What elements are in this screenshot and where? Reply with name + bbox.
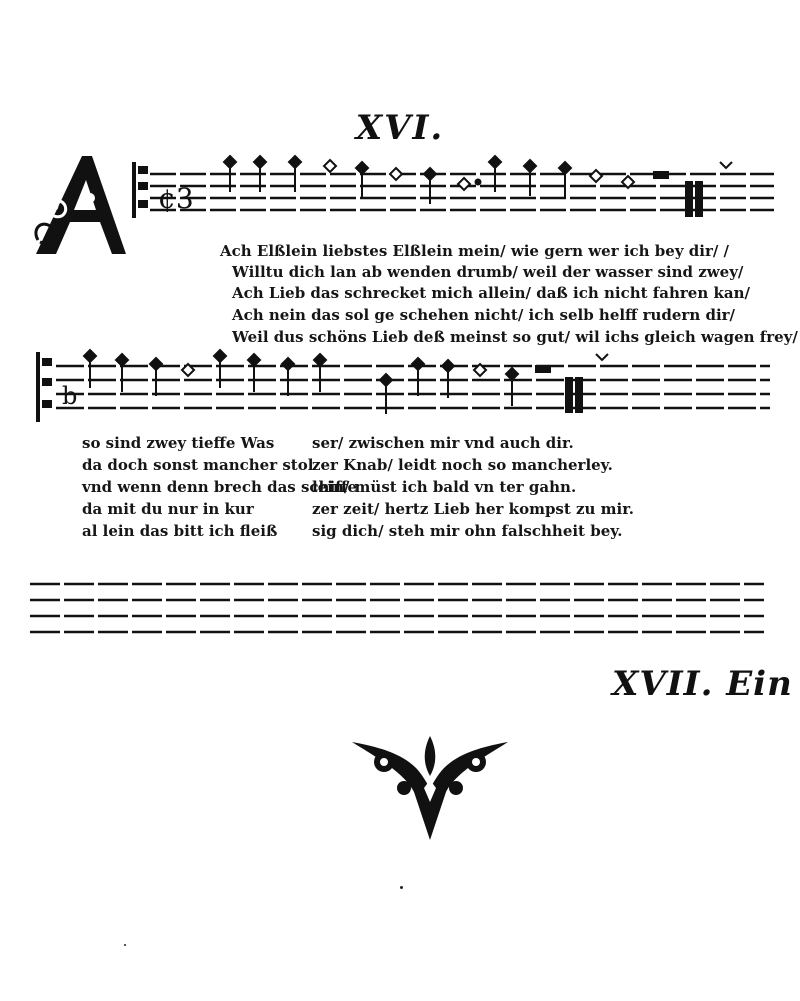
music-staff-2 [56, 344, 770, 428]
verse-line: Ach Elßlein liebstes Elßlein mein/ wie gern wer ich bey dir/ / [220, 242, 730, 260]
page-heading: XVI. [355, 108, 445, 148]
verse-line: al lein das bitt ich fleiß [82, 522, 278, 540]
clef-mark [132, 160, 152, 220]
verse-line: ser/ zwischen mir vnd auch dir. [312, 434, 574, 452]
verse-line: so sind zwey tieffe Was [82, 434, 275, 452]
verse-line: Willtu dich lan ab wenden drumb/ weil der wasser sind zwey/ [232, 263, 744, 281]
print-speck [124, 944, 126, 946]
catchword: XVII. Ein [612, 664, 793, 704]
svg-text:¢3: ¢3 [158, 182, 194, 215]
verse-line: vnd wenn denn brech das schiffe [82, 478, 357, 496]
print-speck [400, 886, 403, 889]
verse-line: lein/ müst ich bald vn ter gahn. [312, 478, 577, 496]
verse-line: da mit du nur in kur [82, 500, 254, 518]
fleuron-ornament [344, 732, 516, 840]
verse-line: zer zeit/ hertz Lieb her kompst zu mir. [312, 500, 634, 518]
decorated-initial-letter [30, 150, 130, 260]
verse-line: Ach nein das sol ge schehen nicht/ ich selb helff rudern dir/ [232, 306, 736, 324]
empty-music-staff [30, 576, 764, 646]
clef-mark [36, 350, 56, 424]
music-staff-1 [150, 152, 774, 222]
svg-text:b: b [62, 382, 78, 410]
verse-line: sig dich/ steh mir ohn falschheit bey. [312, 522, 623, 540]
verse-line: zer Knab/ leidt noch so mancherley. [312, 456, 613, 474]
verse-line: Weil dus schöns Lieb deß meinst so gut/ wil ichs gleich wagen frey/ [232, 328, 798, 346]
verse-line: da doch sonst mancher stol [82, 456, 314, 474]
verse-line: Ach Lieb das schrecket mich allein/ daß ich nicht fahren kan/ [232, 284, 750, 302]
